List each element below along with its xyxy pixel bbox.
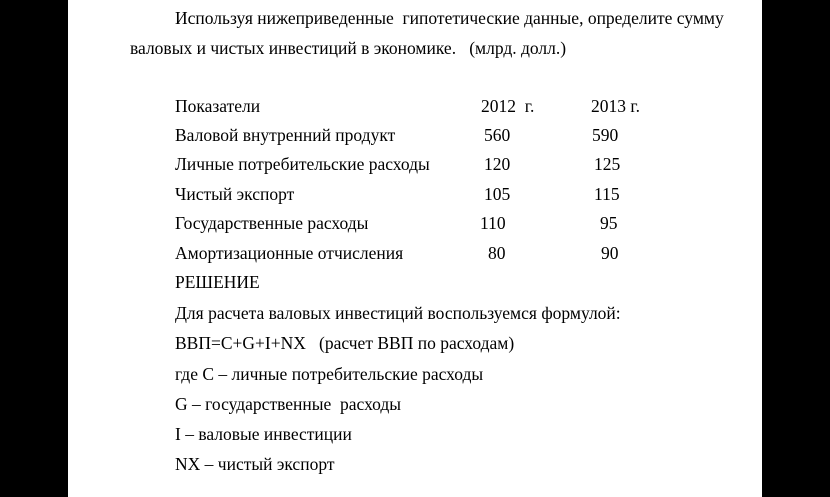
table-row-value-2012: 120 [484,154,511,174]
table-row-value-2012: 80 [488,243,506,263]
where-c: где C – личные потребительские расходы [175,364,484,384]
table-row-label: Амортизационные отчисления [175,243,404,263]
table-row-value-2013: 115 [594,184,620,204]
where-g: G – государственные расходы [175,394,402,414]
formula-intro: Для расчета валовых инвестиций воспользуемся формулой: [175,303,621,323]
table-row-value-2013: 590 [592,125,619,145]
table-row-label: Личные потребительские расходы [175,154,430,174]
where-i: I – валовые инвестиции [175,424,352,444]
table-row-value-2013: 90 [601,243,619,263]
table-header-2013: 2013 г. [591,96,640,116]
table-row-label: Государственные расходы [175,213,369,233]
table-row-value-2013: 125 [594,154,621,174]
where-nx: NX – чистый экспорт [175,454,335,474]
table-row-value-2012: 110 [480,213,506,233]
intro-line-1: Используя нижеприведенные гипотетические данные, определите сумму [175,8,724,28]
table-header-indicator: Показатели [175,96,261,116]
solution-heading: РЕШЕНИЕ [175,272,260,292]
table-header-2012: 2012 г. [481,96,535,116]
table-row-value-2012: 560 [484,125,511,145]
table-row-value-2013: 95 [600,213,618,233]
table-row-label: Валовой внутренний продукт [175,125,396,145]
intro-line-2: валовых и чистых инвестиций в экономике. (млрд. долл.) [130,38,567,58]
table-row-label: Чистый экспорт [175,184,295,204]
table-row-value-2012: 105 [484,184,511,204]
formula: ВВП=C+G+I+NX (расчет ВВП по расходам) [175,333,515,353]
document-page [68,0,762,497]
